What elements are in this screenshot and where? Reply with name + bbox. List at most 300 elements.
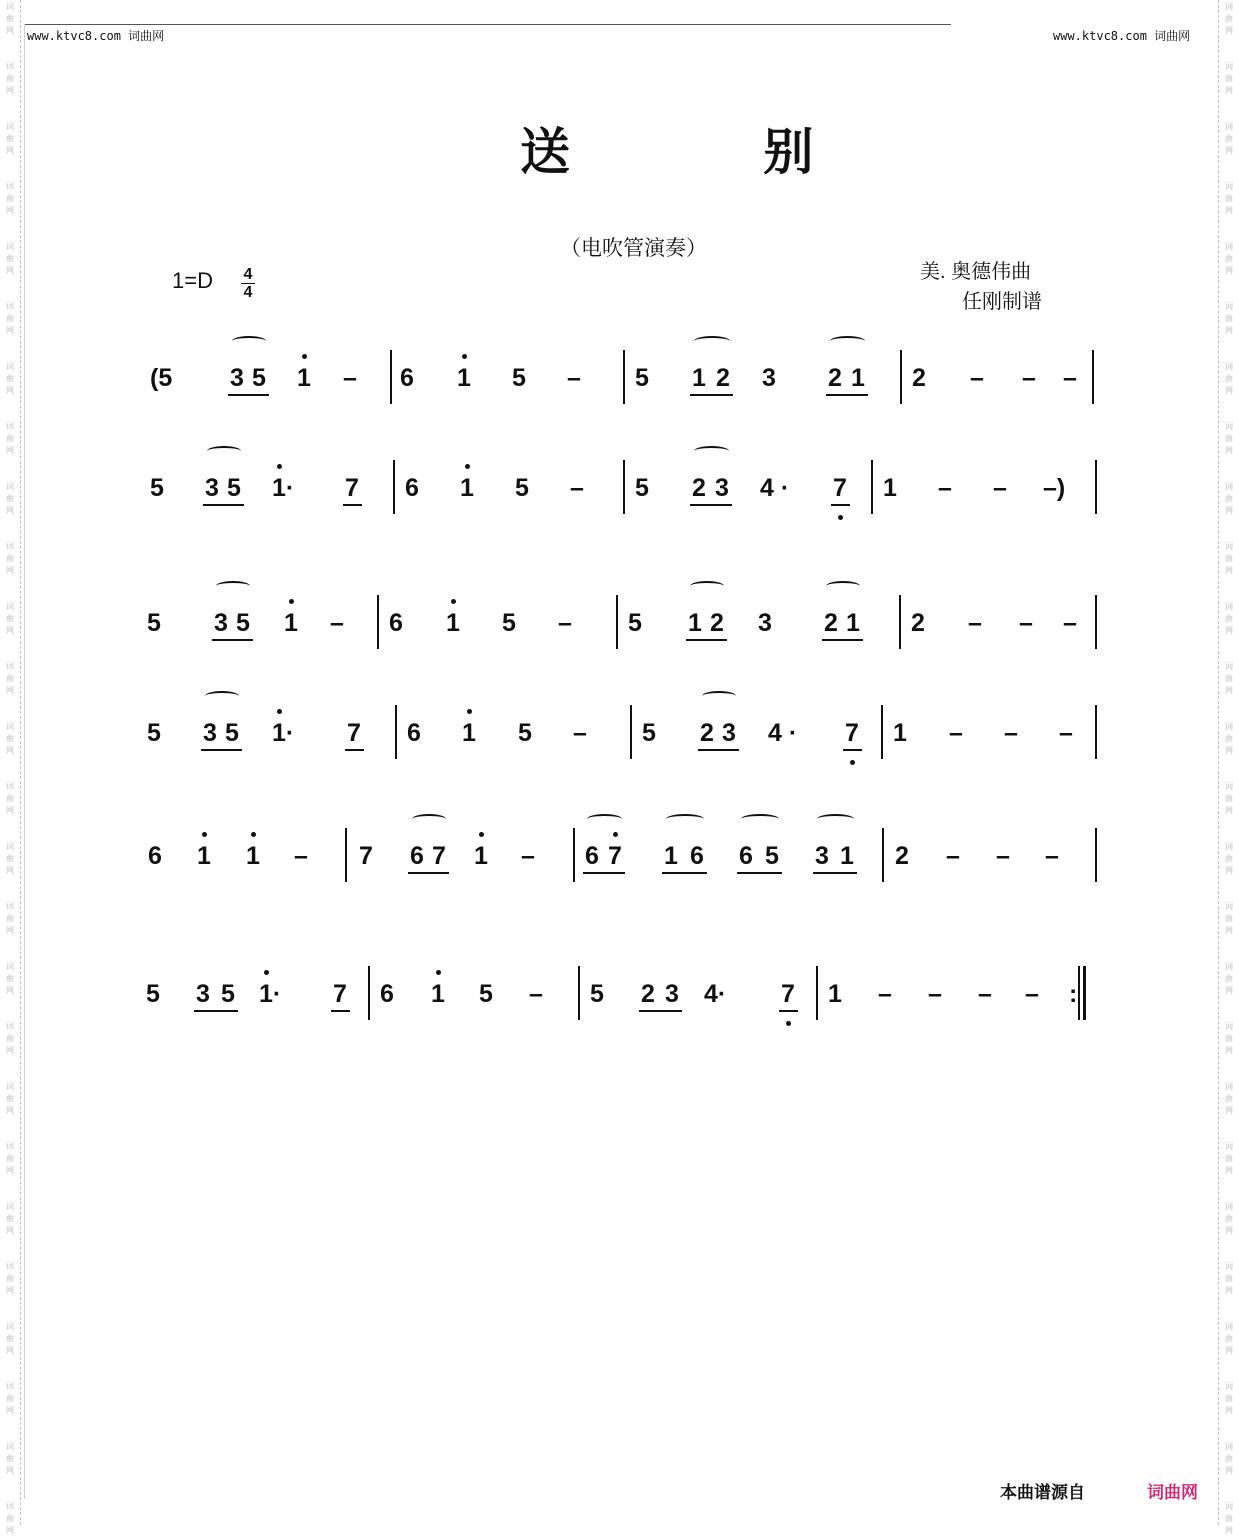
high-octave-dot (289, 599, 294, 604)
slur-mark (205, 691, 239, 701)
barline (1095, 828, 1097, 882)
watermark-char: 曲 (6, 1154, 14, 1163)
watermark-char: 词 (1225, 302, 1233, 311)
watermark-char: 网 (1225, 746, 1233, 755)
eighth-underline (201, 749, 242, 751)
watermark-char: 词 (1225, 782, 1233, 791)
watermark-char: 曲 (6, 614, 14, 623)
watermark-char: 词 (1225, 1442, 1233, 1451)
watermark-char: 网 (6, 146, 14, 155)
watermark-char: 网 (6, 386, 14, 395)
dash-sustain: – (330, 609, 344, 637)
barline (900, 350, 902, 404)
watermark-char: 词 (6, 1262, 14, 1271)
note: 5 (236, 609, 250, 637)
note: 2 (716, 364, 730, 392)
eighth-underline (345, 749, 364, 751)
note: 5 (635, 364, 649, 392)
note: 5 (642, 719, 656, 747)
watermark-char: 词 (1225, 122, 1233, 131)
slur-mark (702, 691, 736, 701)
note: 7 (833, 474, 847, 502)
dash-sustain: – (928, 980, 942, 1008)
watermark-char: 曲 (1225, 674, 1233, 683)
watermark-char: 网 (6, 1286, 14, 1295)
eighth-underline (686, 639, 727, 641)
low-octave-dot (838, 515, 843, 520)
watermark-char: 曲 (1225, 734, 1233, 743)
barline (393, 460, 395, 514)
watermark-char: 网 (6, 1346, 14, 1355)
watermark-char: 曲 (6, 254, 14, 263)
note: 5 (512, 364, 526, 392)
watermark-char: 网 (6, 1466, 14, 1475)
watermark-char: 网 (6, 206, 14, 215)
slur-mark (587, 814, 622, 824)
watermark-char: 网 (6, 806, 14, 815)
note: 2 (710, 609, 724, 637)
repeat-sign: : (1069, 980, 1078, 1008)
high-octave-dot (465, 464, 470, 469)
watermark-char: 词 (1225, 62, 1233, 71)
watermark-char: 网 (1225, 866, 1233, 875)
key-signature: 1=D (172, 268, 213, 293)
slur-mark (694, 446, 729, 456)
watermark-char: 曲 (6, 1394, 14, 1403)
watermark-char: 曲 (6, 1334, 14, 1343)
note: (5 (150, 364, 173, 392)
eighth-underline (662, 872, 707, 874)
dash-sustain: – (970, 364, 984, 392)
watermark-char: 曲 (6, 194, 14, 203)
note: 3 (758, 609, 772, 637)
dash-sustain: –) (1043, 474, 1066, 502)
dash-sustain: – (343, 364, 357, 392)
note: 1 (846, 609, 860, 637)
dash-sustain: – (968, 609, 982, 637)
note: 5 (147, 609, 161, 637)
slur-mark (830, 336, 865, 346)
watermark-char: 网 (6, 1106, 14, 1115)
high-octave-dot (277, 464, 282, 469)
watermark-char: 曲 (1225, 1274, 1233, 1283)
watermark-char: 曲 (1225, 74, 1233, 83)
watermark-char: 曲 (1225, 374, 1233, 383)
note: 3 (715, 474, 729, 502)
watermark-char: 曲 (6, 374, 14, 383)
note: 4 · (760, 474, 790, 502)
watermark-char: 曲 (6, 1274, 14, 1283)
watermark-char: 曲 (6, 74, 14, 83)
note: 1 (883, 474, 897, 502)
eighth-underline (228, 394, 269, 396)
dash-sustain: – (567, 364, 581, 392)
note: 5 (628, 609, 642, 637)
note: 1 (851, 364, 865, 392)
watermark-char: 词 (6, 782, 14, 791)
watermark-char: 词 (1225, 1502, 1233, 1511)
high-octave-dot (302, 354, 307, 359)
watermark-char: 曲 (1225, 554, 1233, 563)
note: 5 (590, 980, 604, 1008)
note: 7 (333, 980, 347, 1008)
dash-sustain: – (573, 719, 587, 747)
note: 1· (259, 980, 282, 1008)
watermark-char: 网 (6, 266, 14, 275)
note: 5 (252, 364, 266, 392)
watermark-char: 网 (1225, 1226, 1233, 1235)
barline (616, 595, 618, 649)
watermark-char: 词 (6, 1202, 14, 1211)
note: 5 (515, 474, 529, 502)
right-watermark-strip (1218, 0, 1239, 1535)
watermark-char: 词 (6, 1142, 14, 1151)
left-watermark-strip (0, 0, 21, 1535)
slur-mark (826, 581, 860, 591)
eighth-underline (194, 1010, 238, 1012)
watermark-char: 曲 (6, 854, 14, 863)
dash-sustain: – (949, 719, 963, 747)
watermark-char: 词 (6, 122, 14, 131)
note: 5 (150, 474, 164, 502)
footer-source-site: 词曲网 (1147, 1483, 1198, 1502)
watermark-char: 网 (6, 566, 14, 575)
barline (395, 705, 397, 759)
watermark-char: 网 (6, 86, 14, 95)
watermark-char: 网 (1225, 386, 1233, 395)
eighth-underline (843, 749, 862, 751)
watermark-char: 网 (1225, 266, 1233, 275)
watermark-char: 曲 (1225, 1094, 1233, 1103)
watermark-char: 曲 (1225, 854, 1233, 863)
time-signature (240, 266, 256, 301)
note: 5 (147, 719, 161, 747)
note: 2 (828, 364, 842, 392)
watermark-char: 网 (1225, 206, 1233, 215)
watermark-char: 曲 (1225, 194, 1233, 203)
barline (573, 828, 575, 882)
barline (881, 705, 883, 759)
note: 5 (221, 980, 235, 1008)
watermark-char: 词 (1225, 1142, 1233, 1151)
slur-mark (690, 581, 724, 591)
barline (1095, 595, 1097, 649)
note: 6 (585, 842, 599, 870)
eighth-underline (212, 639, 253, 641)
watermark-char: 网 (6, 446, 14, 455)
note: 4· (704, 980, 727, 1008)
watermark-char: 词 (1225, 1022, 1233, 1031)
high-octave-dot (467, 709, 472, 714)
high-octave-dot (451, 599, 456, 604)
header-right-site: www.ktvc8.com 词曲网 (1053, 29, 1191, 43)
eighth-underline (737, 872, 782, 874)
dash-sustain: – (1019, 609, 1033, 637)
watermark-char: 网 (1225, 1046, 1233, 1055)
slur-mark (817, 814, 854, 824)
watermark-char: 网 (6, 1526, 14, 1535)
watermark-char: 词 (6, 242, 14, 251)
watermark-char: 网 (1225, 566, 1233, 575)
slur-mark (741, 814, 779, 824)
dash-sustain: – (521, 842, 535, 870)
note: 6 (410, 842, 424, 870)
watermark-char: 曲 (6, 734, 14, 743)
watermark-char: 词 (6, 1322, 14, 1331)
note: 5 (518, 719, 532, 747)
eighth-underline (343, 504, 362, 506)
watermark-char: 网 (1225, 506, 1233, 515)
barline (1078, 966, 1080, 1020)
watermark-char: 网 (6, 866, 14, 875)
note: 7 (359, 842, 373, 870)
watermark-char: 曲 (6, 794, 14, 803)
note: 1· (272, 474, 295, 502)
watermark-char: 网 (1225, 26, 1233, 35)
watermark-char: 曲 (1225, 914, 1233, 923)
watermark-char: 词 (1225, 1202, 1233, 1211)
watermark-char: 词 (6, 842, 14, 851)
watermark-char: 曲 (6, 674, 14, 683)
dash-sustain: – (946, 842, 960, 870)
score-subtitle: （电吹管演奏） (560, 237, 707, 260)
watermark-char: 曲 (1225, 614, 1233, 623)
note: 4 · (768, 719, 798, 747)
note: 3 (203, 719, 217, 747)
note: 1 (664, 842, 678, 870)
high-octave-dot (613, 832, 618, 837)
note: 2 (641, 980, 655, 1008)
slur-mark (412, 814, 446, 824)
watermark-char: 词 (1225, 1262, 1233, 1271)
note: 3 (815, 842, 829, 870)
note: 2 (895, 842, 909, 870)
note: 1 (446, 609, 460, 637)
watermark-char: 网 (1225, 986, 1233, 995)
watermark-char: 网 (6, 926, 14, 935)
watermark-char: 曲 (1225, 1394, 1233, 1403)
dash-sustain: – (529, 980, 543, 1008)
watermark-char: 曲 (6, 1034, 14, 1043)
watermark-char: 网 (1225, 1106, 1233, 1115)
watermark-char: 曲 (6, 1094, 14, 1103)
dash-sustain: – (294, 842, 308, 870)
barline (899, 595, 901, 649)
note: 1 (462, 719, 476, 747)
watermark-char: 网 (6, 506, 14, 515)
watermark-char: 网 (1225, 1466, 1233, 1475)
note: 1 (460, 474, 474, 502)
watermark-char: 曲 (6, 314, 14, 323)
note: 7 (432, 842, 446, 870)
watermark-char: 网 (1225, 146, 1233, 155)
watermark-char: 词 (6, 1022, 14, 1031)
watermark-char: 词 (6, 1442, 14, 1451)
watermark-char: 词 (1225, 842, 1233, 851)
note: 1 (197, 842, 211, 870)
watermark-char: 词 (1225, 962, 1233, 971)
watermark-char: 网 (1225, 1346, 1233, 1355)
watermark-char: 词 (6, 302, 14, 311)
note: 1 (246, 842, 260, 870)
eighth-underline (698, 749, 739, 751)
watermark-char: 网 (6, 26, 14, 35)
watermark-char: 词 (1225, 1382, 1233, 1391)
watermark-char: 词 (1225, 662, 1233, 671)
low-octave-dot (786, 1021, 791, 1026)
note: 1 (297, 364, 311, 392)
watermark-char: 词 (6, 542, 14, 551)
note: 6 (380, 980, 394, 1008)
arranger: 任刚制谱 (962, 291, 1042, 313)
watermark-char: 网 (1225, 446, 1233, 455)
watermark-char: 网 (1225, 326, 1233, 335)
watermark-char: 曲 (1225, 254, 1233, 263)
dash-sustain: – (570, 474, 584, 502)
slur-mark (666, 814, 704, 824)
note: 1 (284, 609, 298, 637)
watermark-char: 曲 (1225, 1334, 1233, 1343)
barline (1092, 350, 1094, 404)
note: 5 (765, 842, 779, 870)
note: 6 (400, 364, 414, 392)
watermark-char: 曲 (1225, 1034, 1233, 1043)
eighth-underline (690, 504, 732, 506)
note: 5 (635, 474, 649, 502)
watermark-char: 词 (1225, 422, 1233, 431)
note: 5 (227, 474, 241, 502)
eighth-underline (813, 872, 857, 874)
note: 1 (457, 364, 471, 392)
watermark-char: 网 (1225, 806, 1233, 815)
note: 1· (272, 719, 295, 747)
top-rule (24, 24, 951, 25)
dash-sustain: – (1025, 980, 1039, 1008)
watermark-char: 曲 (1225, 1514, 1233, 1523)
note: 5 (502, 609, 516, 637)
note: 3 (214, 609, 228, 637)
watermark-char: 网 (1225, 1286, 1233, 1295)
note: 3 (722, 719, 736, 747)
barline (882, 828, 884, 882)
watermark-char: 词 (1225, 362, 1233, 371)
barline (1083, 966, 1086, 1020)
watermark-char: 曲 (6, 494, 14, 503)
eighth-underline (690, 394, 733, 396)
note: 6 (690, 842, 704, 870)
watermark-char: 曲 (1225, 1154, 1233, 1163)
dash-sustain: – (938, 474, 952, 502)
watermark-char: 网 (6, 626, 14, 635)
note: 3 (230, 364, 244, 392)
watermark-char: 网 (6, 326, 14, 335)
note: 7 (845, 719, 859, 747)
watermark-char: 曲 (6, 1214, 14, 1223)
watermark-char: 曲 (1225, 134, 1233, 143)
watermark-char: 词 (1225, 542, 1233, 551)
note: 1 (692, 364, 706, 392)
left-rule (24, 24, 25, 1499)
watermark-char: 曲 (1225, 974, 1233, 983)
eighth-underline (203, 504, 244, 506)
high-octave-dot (251, 832, 256, 837)
note: 1 (893, 719, 907, 747)
eighth-underline (331, 1010, 350, 1012)
note: 6 (148, 842, 162, 870)
watermark-char: 词 (6, 1382, 14, 1391)
barline (1095, 460, 1097, 514)
eighth-underline (831, 504, 850, 506)
note: 6 (405, 474, 419, 502)
dash-sustain: – (1045, 842, 1059, 870)
watermark-char: 词 (1225, 602, 1233, 611)
watermark-char: 词 (6, 62, 14, 71)
dash-sustain: – (1063, 609, 1077, 637)
barline (630, 705, 632, 759)
note: 6 (739, 842, 753, 870)
watermark-char: 词 (6, 182, 14, 191)
dash-sustain: – (1022, 364, 1036, 392)
eighth-underline (822, 639, 863, 641)
watermark-char: 曲 (1225, 14, 1233, 23)
high-octave-dot (202, 832, 207, 837)
watermark-char: 网 (6, 686, 14, 695)
footer-source-label: 本曲谱源自 (1000, 1483, 1085, 1502)
watermark-char: 词 (6, 1502, 14, 1511)
watermark-char: 网 (6, 1166, 14, 1175)
watermark-char: 词 (1225, 182, 1233, 191)
watermark-char: 曲 (6, 914, 14, 923)
score-title: 送 别 (520, 122, 902, 181)
watermark-char: 词 (6, 422, 14, 431)
watermark-char: 词 (1225, 1082, 1233, 1091)
dash-sustain: – (1063, 364, 1077, 392)
barline (377, 595, 379, 649)
watermark-char: 曲 (6, 554, 14, 563)
watermark-char: 词 (1225, 242, 1233, 251)
high-octave-dot (264, 970, 269, 975)
watermark-char: 网 (1225, 926, 1233, 935)
note: 5 (225, 719, 239, 747)
note: 1 (688, 609, 702, 637)
header-left-site: www.ktvc8.com 词曲网 (27, 29, 165, 43)
slur-mark (694, 336, 730, 346)
note: 2 (700, 719, 714, 747)
watermark-char: 曲 (1225, 794, 1233, 803)
note: 1 (840, 842, 854, 870)
note: 3 (205, 474, 219, 502)
note: 6 (389, 609, 403, 637)
watermark-char: 词 (6, 2, 14, 11)
watermark-char: 词 (1225, 1322, 1233, 1331)
note: 7 (608, 842, 622, 870)
note: 5 (479, 980, 493, 1008)
dash-sustain: – (1059, 719, 1073, 747)
eighth-underline (826, 394, 868, 396)
watermark-char: 曲 (1225, 434, 1233, 443)
note: 5 (146, 980, 160, 1008)
note: 3 (196, 980, 210, 1008)
watermark-char: 词 (6, 1082, 14, 1091)
watermark-char: 网 (6, 1226, 14, 1235)
watermark-char: 网 (1225, 1406, 1233, 1415)
high-octave-dot (277, 709, 282, 714)
barline (623, 460, 625, 514)
watermark-char: 网 (1225, 1526, 1233, 1535)
note: 7 (781, 980, 795, 1008)
high-octave-dot (462, 354, 467, 359)
watermark-char: 网 (6, 746, 14, 755)
